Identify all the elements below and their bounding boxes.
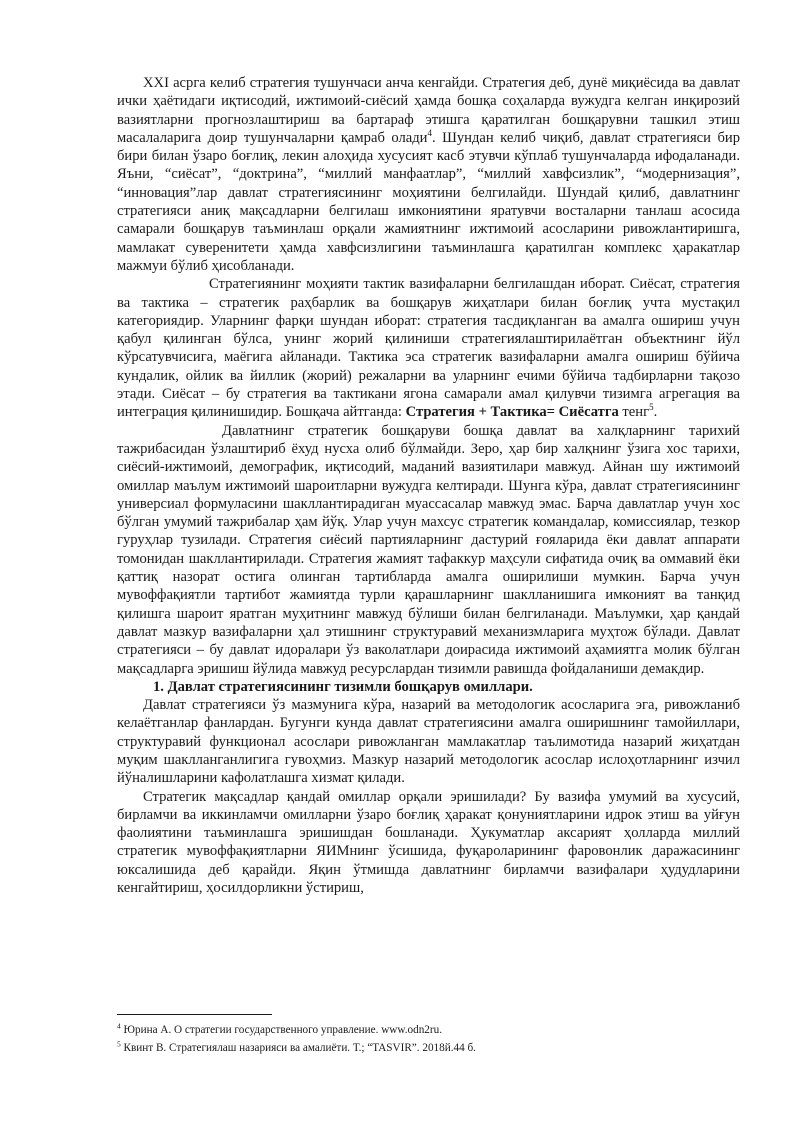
paragraph-text: XXI асрга келиб стратегия тушунчаси анча кенгайди. Стратегия деб, дунё миқиёсида ва давлат ички ҳаётидаги иқтисодий, ижтимоий-сиёсий ҳамда бошқа соҳаларда вужудга келган инқирозий вазиятларни прогнозлаштириш ва бартараф этишга қаратилган бошқарувни ташкил этиш масалаларига доир тушунчаларни қамраб олади [117,75,740,146]
paragraph-state-management [117,422,740,678]
paragraph-text: . [653,404,658,421]
footnote-separator [117,1014,272,1015]
paragraph-strategy-tactics [117,275,740,421]
formula-text: Стратегия + Тактика= Сиёсатга [405,404,619,421]
footnotes [117,1021,740,1057]
paragraph-text: Стратегик мақсадлар қандай омиллар орқали эришилади? Бу вазифа умумий ва хусусий, бирламчи ва иккинламчи омилларни ўзаро боғлиқ ҳаракат қонуниятларини идрок этиш ва уйғун фаолиятини таъминлашга эришишдан бошланади. Ҳукуматлар аксарият ҳолларда миллий стратегик мувоффақиятларни ЯИМнинг ўсишида, фуқароларининг фаровонлик даражасининг юксалишида деб қарайди. Яқин ўтмишда давлатнинг бирламчи вазифалари ҳудудларини кенгайтириш, ҳосилдорликни ўстириш, [117,788,740,897]
paragraph-text: Стратегиянинг моҳияти тактик вазифаларни белгилашдан иборат. Сиёсат, стратегия ва тактика – стратегик раҳбарлик ва бошқарув жиҳатлари билан боғлиқ учта мустақил категориядир. Уларнинг фарқи шундан иборат: стратегия тасдиқланган ва амалга ошириш учун қабул қилинган бўлса, унинг жорий қилиниши стратегиялаштирилаётган объектнинг йўл кўрсатувчисига, маёгига айланади. Тактика эса стратегик вазифаларни амалга ошириш бўйича кундалик, ойлик ва йиллик (жорий) режаларни ва уларнинг ечими бўйича тадбирларни тақозо этади. Сиёсат – бу стратегия ва тактикани ягона самарали амал қилувчи тизимга агрегация ва интеграция қилинишидир. Бошқача айтганда: [117,276,740,421]
footnote-number: 5 [117,1039,121,1049]
footnote-4 [117,1021,740,1039]
footnote-ref-4: 4 [427,128,432,139]
footnote-text: Юрина А. О стратегии государственного управление. www.odn2ru. [120,1024,443,1036]
footnote-5 [117,1039,740,1057]
paragraph-text: Давлатнинг стратегик бошқаруви бошқа давлат ва халқларнинг тарихий тажрибасидан ўзлаштириб ёхуд нусха олиб бўлмайди. Зеро, ҳар бир халқнинг ўзига хос тарихи, сиёсий-ижтимоий, демографик, иқтисодий, маданий вазиятилари мавжуд. Айнан шу ижтимоий омиллар маълум ижтимоий шароитларни вужудга келтиради. Шунга кўра, давлат стратегиясининг универсиал формуласини шакллантирадиган муассасалар мавжуд эмас. Барча давлатлар учун хос бўлган умумий тажрибалар ҳам йўқ. Улар учун махсус стратегик командалар, комиссиялар, тезкор гуруҳлар тузилади. Стратегия сиёсий партияларнинг дастурий ғояларида ёки давлат аппарати томонидан шакллантирилади. Стратегия жамият тафаккур маҳсули сифатида очиқ ва оммавий ёки қаттиқ назорат остига олинган тартибларда амалга оширилиши мумкин. Барча учун мувоффақиятли тартибот жамиятда турли қарашларнинг шаклланишига имконият ва танқид қилишга шароит яратган муҳитнинг мавжуд бўлиши билан белгиланади. Маълумки, ҳар қандай давлат мазкур вазифаларни ҳал этишнинг структуравий механизмларига муҳтож бўлади. Давлат стратегияси – бу давлат идоралари ўз ваколатлари доирасида ижтимоий аҳамиятга молик бўлган мақсадларга эришиш йўлида мавжуд ресурслардан тизимли равишда фойдаланиши демакдир. [117,422,740,677]
footnote-number: 4 [117,1021,121,1031]
paragraph-text: тенг [618,404,650,421]
paragraph-text: Давлат стратегияси ўз мазмунига кўра, назарий ва методологик асосларига эга, ривожланиб келаётганлар фанлардан. Бугунги кунда давлат стратегиясини амалга оширишнинг тамойиллари, структуравий функционал асослари ривожланган мамлакатлар таълимотида назарий жиҳатдан муқим шаклланганлигига гувоҳмиз. Мазкур назарий методологик асослар ислоҳотларнинг изчил йўналишларини кафолатлашга хизмат қилади. [117,697,740,787]
section-heading: 1. Давлат стратегиясининг тизимли бошқарув омиллари. [153,678,533,695]
paragraph-strategy-definition [117,74,740,275]
footnote-text: Квинт В. Стратегиялаш назарияси ва амалиёти. Т.; “TASVIR”. 2018й.44 б. [120,1042,476,1054]
document-body [117,74,740,897]
paragraph-text: . Шундан келиб чиқиб, давлат стратегияси бир бири билан ўзаро боғлиқ, лекин алоҳида хусусият касб этувчи кўплаб тушунчаларда ифодаланади. Яъни, “сиёсат”, “доктрина”, “миллий манфаатлар”, “миллий хавфсизлик”, “модернизация”, “инновация”лар давлат стратегиясининг моҳиятини белгилайди. Шундай қилиб, давлатнинг стратегияси аниқ мақсадларни белгилаш имкониятини яратувчи восталарни танлаш асосида самарали бошқарув таъминлаш орқали жамиятнинг ижтимоий асосларини ривожлантиришга, мамлакат суверенитети ҳамда хавфсизлигини таъминлашга қаратилган комплекс ҳаракатлар мажмуи бўлиб ҳисобланади. [117,129,740,274]
paragraph-theory [117,696,740,787]
paragraph-strategic-goals [117,788,740,898]
footnote-ref-5: 5 [649,402,654,413]
